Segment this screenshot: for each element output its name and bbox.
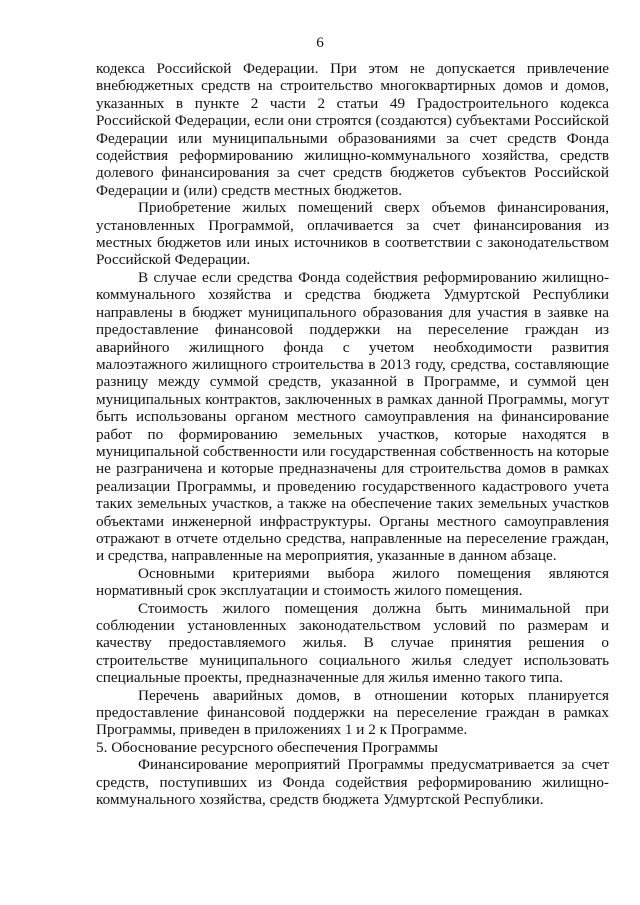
paragraph: Финансирование мероприятий Программы предусматривается за счет средств, поступивших из Фонда содействия реформированию жилищно-коммунального хозяйства, средств бюджета Удмуртской Республики. bbox=[96, 756, 609, 809]
paragraph: Основными критериями выбора жилого помещения являются нормативный срок эксплуатации и стоимость жилого помещения. bbox=[96, 564, 609, 600]
section-heading: 5. Обоснование ресурсного обеспечения Программы bbox=[96, 738, 439, 756]
document-body bbox=[96, 60, 609, 808]
paragraph: Перечень аварийных домов, в отношении которых планируется предоставление финансовой поддержки на переселение граждан в рамках Программы, приведен в приложениях 1 и 2 к Программе. bbox=[96, 686, 609, 739]
paragraph-continuation: кодекса Российской Федерации. При этом не допускается привлечение внебюджетных средств на строительство многоквартирных домов и домов, указанных в пункте 2 части 2 статьи 49 Градостроительного кодекса Российской Федерации, если они строятся (создаются) субъектами Российской Федерации или муниципальными образованиями за счет средств Фонда содействия реформированию жилищно-коммунального хозяйства, средств долевого финансирования за счет средств бюджетов субъектов Российской Федерации и (или) средств местных бюджетов. bbox=[96, 60, 609, 199]
paragraph: В случае если средства Фонда содействия реформированию жилищно-коммунального хозяйства и средства бюджета Удмуртской Республики направлены в бюджет муниципального образования для участия в заявке на предоставление финансовой поддержки на переселение граждан из аварийного жилищного фонда с учетом необходимости развития малоэтажного жилищного строительства в 2013 году, средства, составляющие разницу между суммой средств, указанной в Программе, и суммой цен муниципальных контрактов, заключенных в рамках данной Программы, могут быть использованы органом местного самоуправления на финансирование работ по формированию земельных участков, которые находятся в муниципальной собственности или государственная собственность на которые не разграничена и которые предназначены для строительства домов в рамках реализации Программы, и проведению государственного кадастрового учета таких земельных участков, а также на обеспечение таких земельных участков объектами инженерной инфраструктуры. Органы местного самоуправления отражают в отчете отдельно средства, направленные на переселение граждан, и средства, направленные на мероприятия, указанные в данном абзаце. bbox=[96, 268, 609, 565]
paragraph: Приобретение жилых помещений сверх объемов финансирования, установленных Программой, оплачивается за счет финансирования из местных бюджетов или иных источников в соответствии с законодательством Российской Федерации. bbox=[96, 199, 609, 269]
paragraph: Стоимость жилого помещения должна быть минимальной при соблюдении установленных законодательством условий по размерам и качеству предоставляемого жилья. В случае принятия решения о строительстве муниципального социального жилья следует использовать специальные проекты, предназначенные для жилья именно такого типа. bbox=[96, 599, 609, 687]
page-number: 6 bbox=[316, 34, 324, 51]
